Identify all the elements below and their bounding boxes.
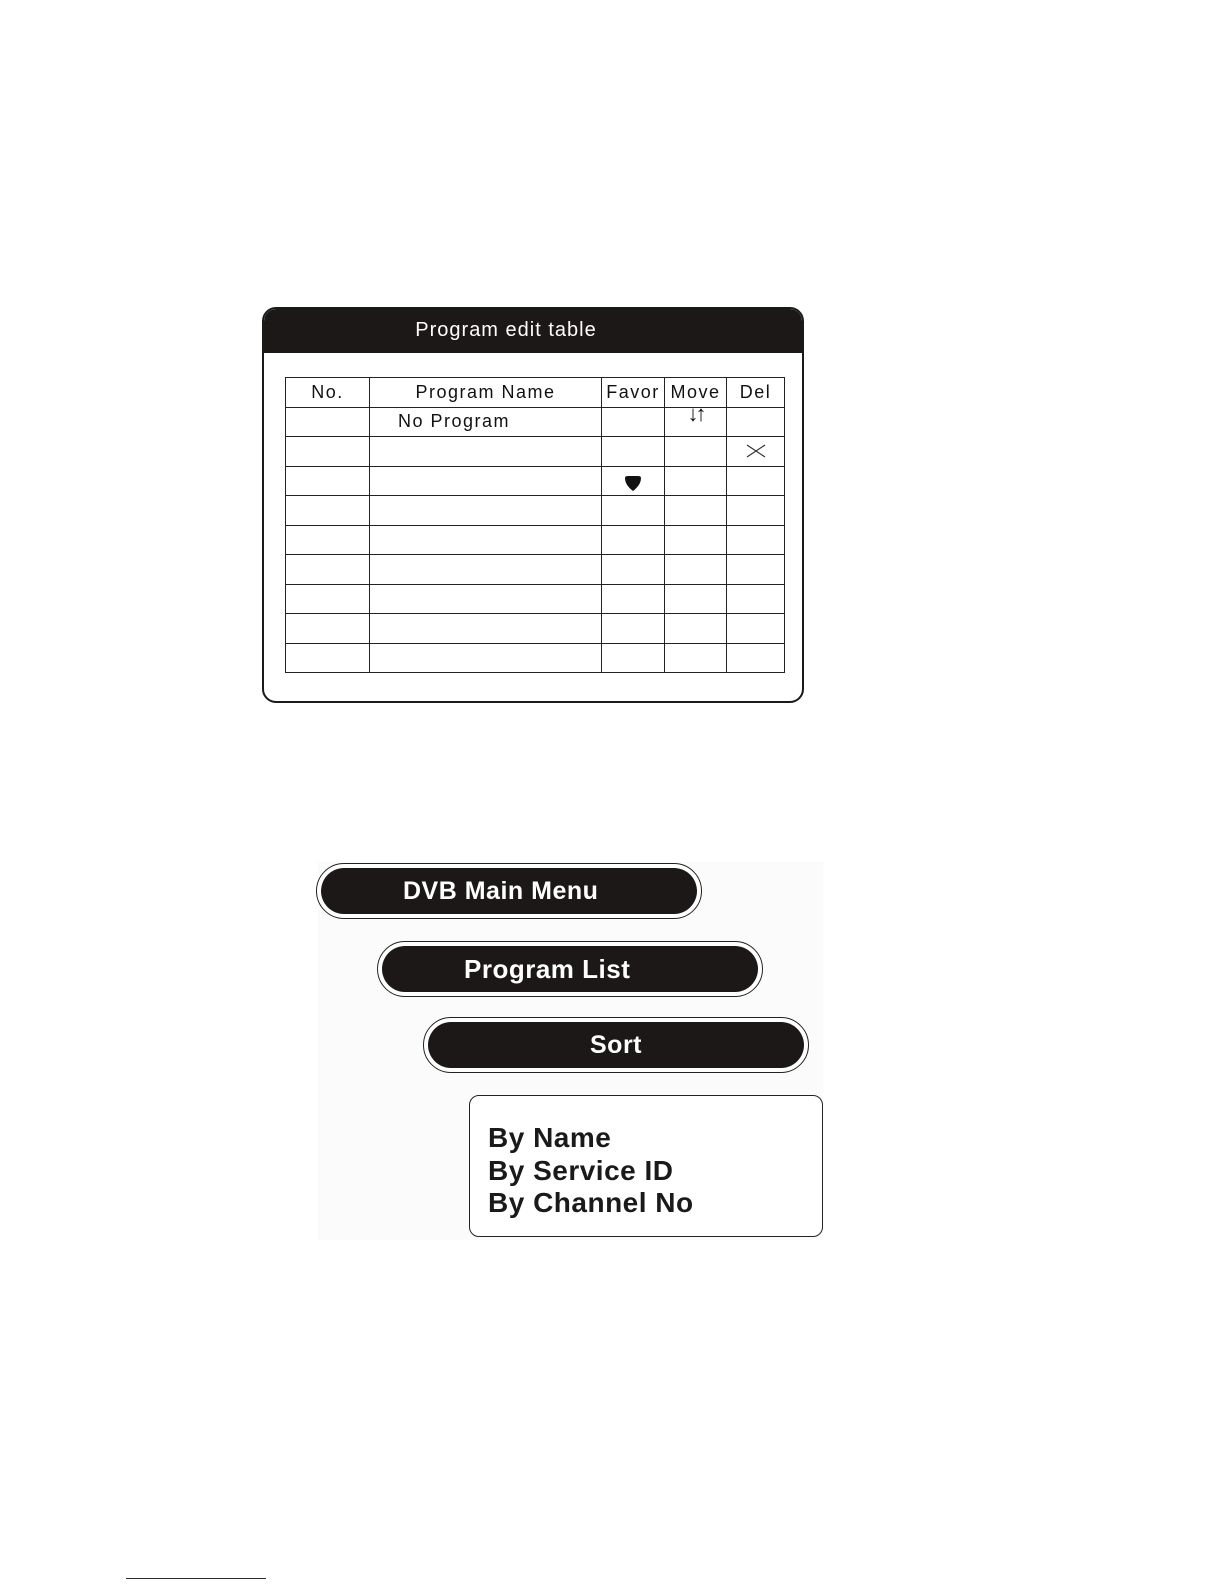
cell-program-name — [370, 466, 602, 496]
table-row[interactable] — [286, 643, 785, 673]
cell-program-name — [370, 496, 602, 526]
sort-label: Sort — [428, 1022, 804, 1068]
table-row[interactable] — [286, 407, 785, 437]
cell-no — [286, 643, 370, 673]
sort-option-by-service-id[interactable]: By Service ID — [488, 1154, 674, 1186]
cell-no — [286, 466, 370, 496]
cell-move[interactable] — [665, 496, 727, 526]
cell-move[interactable] — [665, 584, 727, 614]
cell-program-name — [370, 555, 602, 585]
cell-favor[interactable] — [602, 525, 665, 555]
cell-del[interactable] — [727, 466, 785, 496]
dvb-main-menu-button[interactable] — [316, 863, 702, 919]
column-header-move: Move — [665, 378, 727, 408]
column-header-favor: Favor — [602, 378, 665, 408]
cell-no — [286, 614, 370, 644]
cell-no — [286, 437, 370, 467]
cell-move[interactable] — [665, 400, 727, 437]
cell-favor[interactable] — [602, 584, 665, 614]
cell-del[interactable] — [727, 496, 785, 526]
edit-table-title: Program edit table — [415, 319, 597, 341]
cell-move[interactable] — [665, 555, 727, 585]
cell-program-name — [370, 437, 602, 467]
cell-favor[interactable] — [602, 407, 665, 437]
cell-program-name — [370, 614, 602, 644]
cell-no — [286, 496, 370, 526]
table-row[interactable] — [286, 584, 785, 614]
cell-del[interactable] — [727, 407, 785, 437]
cell-no — [286, 584, 370, 614]
cell-del[interactable] — [727, 525, 785, 555]
table-row[interactable] — [286, 437, 785, 467]
table-row[interactable] — [286, 496, 785, 526]
cell-favor[interactable] — [602, 643, 665, 673]
cell-del[interactable] — [727, 584, 785, 614]
cell-move[interactable] — [665, 466, 727, 496]
cell-program-name — [370, 584, 602, 614]
program-list-button[interactable] — [377, 941, 763, 997]
cell-del[interactable] — [727, 643, 785, 673]
table-row[interactable] — [286, 525, 785, 555]
cross-icon — [745, 443, 767, 464]
cell-no — [286, 555, 370, 585]
table-row[interactable] — [286, 555, 785, 585]
table-row[interactable] — [286, 466, 785, 496]
column-header-del: Del — [727, 378, 785, 408]
cell-del[interactable] — [727, 614, 785, 644]
footnote-divider — [126, 1578, 266, 1579]
column-header-no: No. — [286, 378, 370, 408]
dvb-main-menu-label: DVB Main Menu — [321, 868, 697, 914]
cell-del[interactable] — [727, 555, 785, 585]
program-edit-table — [285, 377, 785, 673]
cell-favor[interactable] — [602, 437, 665, 467]
sort-option-by-channel-no[interactable]: By Channel No — [488, 1187, 694, 1218]
sort-button[interactable] — [423, 1017, 809, 1073]
cell-move[interactable] — [665, 525, 727, 555]
sort-options-menu — [469, 1095, 823, 1237]
cell-program-name: No Program — [370, 407, 602, 437]
table-header-row — [286, 378, 785, 408]
updown-arrows-icon: ↓↑ — [687, 400, 704, 426]
program-list-label: Program List — [382, 946, 758, 992]
cell-program-name — [370, 643, 602, 673]
cell-move[interactable] — [665, 437, 727, 467]
sort-option-by-name[interactable]: By Name — [488, 1122, 612, 1153]
cell-no — [286, 407, 370, 437]
cell-favor[interactable] — [602, 555, 665, 585]
program-edit-table-panel — [262, 307, 804, 703]
cell-favor[interactable] — [602, 496, 665, 526]
cell-program-name — [370, 525, 602, 555]
table-row[interactable] — [286, 614, 785, 644]
cell-favor[interactable] — [602, 614, 665, 644]
cell-favor[interactable] — [602, 466, 665, 496]
column-header-program-name: Program Name — [370, 378, 602, 408]
cell-del[interactable] — [727, 437, 785, 467]
cell-move[interactable] — [665, 643, 727, 673]
heart-icon — [624, 476, 642, 497]
edit-table-header — [264, 309, 802, 353]
cell-no — [286, 525, 370, 555]
cell-move[interactable] — [665, 614, 727, 644]
